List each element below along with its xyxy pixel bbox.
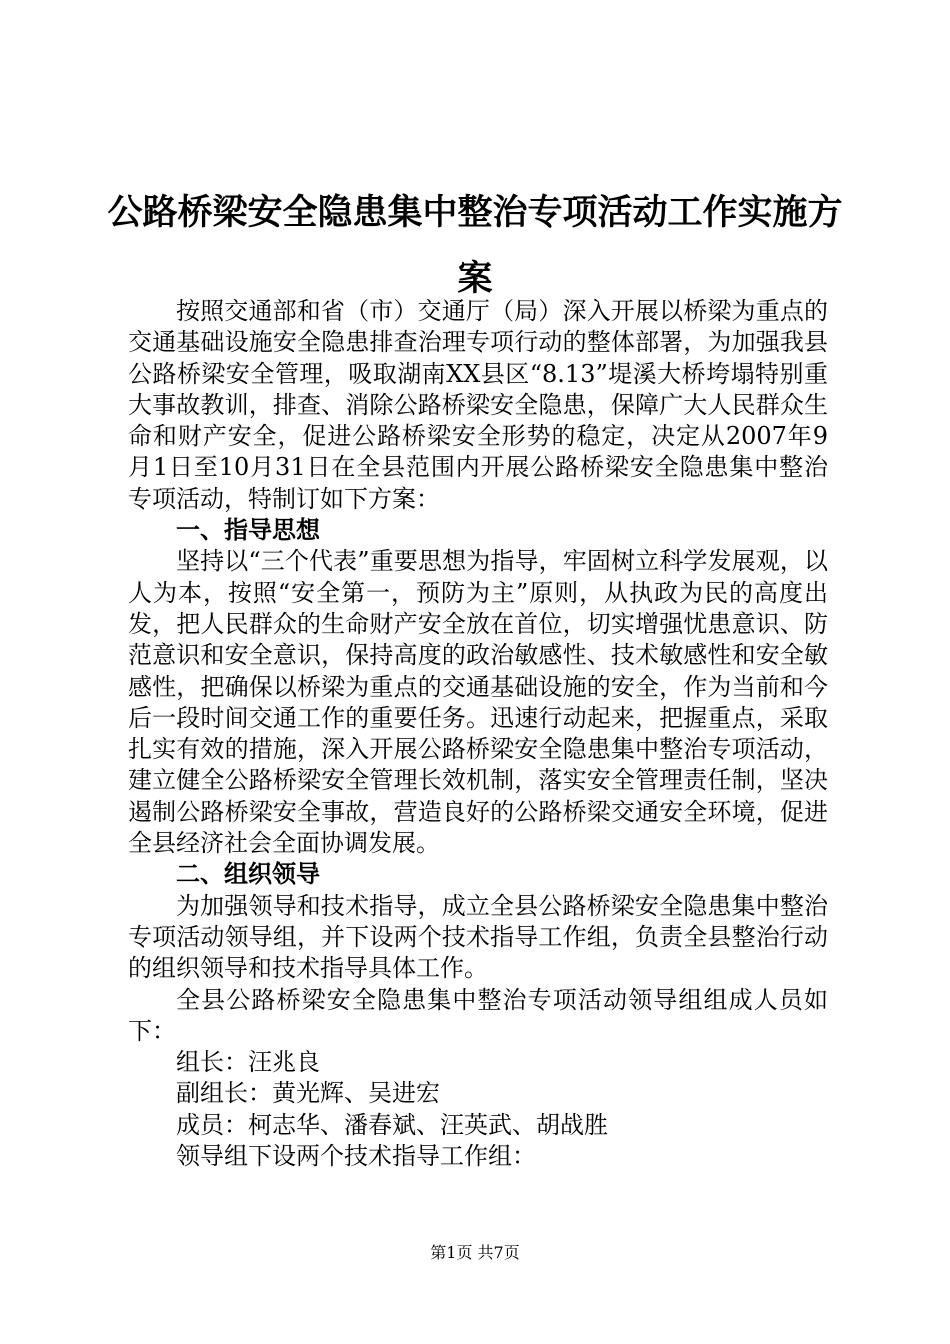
members-intro-paragraph: 全县公路桥梁安全隐患集中整治专项活动领导组组成人员如下： (128, 985, 828, 1045)
document-body (128, 296, 828, 1172)
intro-paragraph: 按照交通部和省（市）交通厅（局）深入开展以桥梁为重点的交通基础设施安全隐患排查治理专项行动的整体部署，为加强我县公路桥梁安全管理，吸取湖南XX县区“8.13”堤溪大桥垮塌特别重大事故教训，排查、消除公路桥梁安全隐患，保障广大人民群众生命和财产安全，促进公路桥梁安全形势的稳定，决定从2007年9月1日至10月31日在全县范围内开展公路桥梁安全隐患集中整治专项活动，特制订如下方案： (128, 297, 828, 513)
members-line: 成员：柯志华、潘春斌、汪英武、胡战胜 (176, 1110, 608, 1139)
organization-paragraph: 为加强领导和技术指导，成立全县公路桥梁安全隐患集中整治专项活动领导组，并下设两个技术指导工作组，负责全县整治行动的组织领导和技术指导具体工作。 (128, 891, 828, 983)
document-title: 公路桥梁安全隐患集中整治专项活动工作实施方案 (107, 193, 843, 299)
section-heading-guiding-ideology: 一、指导思想 (176, 516, 320, 545)
page-number-footer: 第1页 共7页 (430, 1243, 520, 1262)
group-leader-line: 组长：汪兆良 (176, 1048, 320, 1077)
working-groups-line: 领导组下设两个技术指导工作组： (176, 1142, 536, 1171)
deputy-leader-line: 副组长：黄光辉、吴进宏 (176, 1079, 440, 1108)
guiding-ideology-paragraph: 坚持以“三个代表”重要思想为指导，牢固树立科学发展观，以人为本，按照“安全第一，预防为主”原则，从执政为民的高度出发，把人民群众的生命财产安全放在首位，切实增强忧患意识、防范意识和安全意识，保持高度的政治敏感性、技术敏感性和安全敏感性，把确保以桥梁为重点的交通基础设施的安全，作为当前和今后一段时间交通工作的重要任务。迅速行动起来，把握重点，采取扎实有效的措施，深入开展公路桥梁安全隐患集中整治专项活动，建立健全公路桥梁安全管理长效机制，落实安全管理责任制，坚决遏制公路桥梁安全事故，营造良好的公路桥梁交通安全环境，促进全县经济社会全面协调发展。 (128, 547, 828, 858)
section-heading-organization: 二、组织领导 (176, 860, 320, 889)
